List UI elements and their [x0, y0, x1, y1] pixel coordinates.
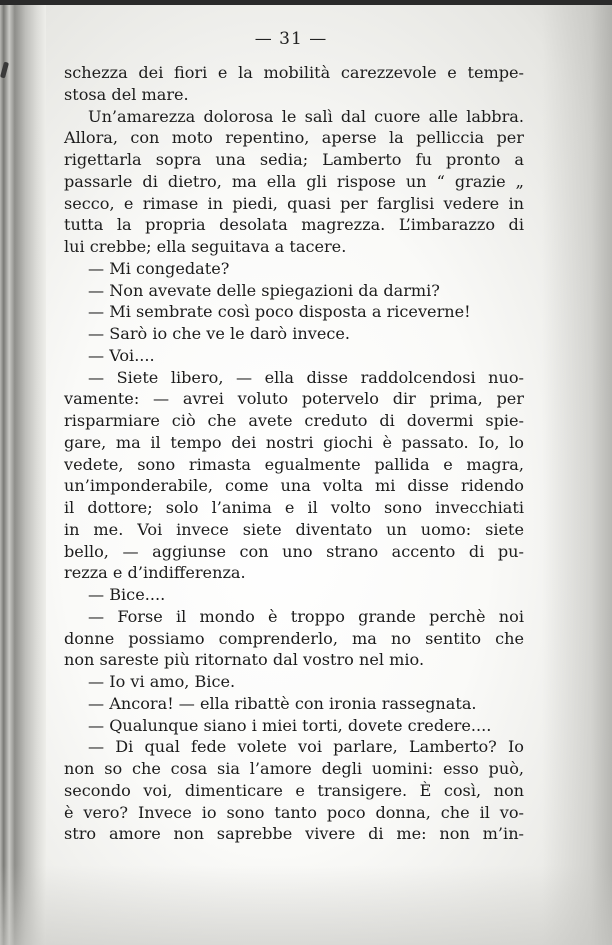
text-line: secco, e rimase in piedi, quasi per farglisi vedere in [64, 193, 524, 213]
page-number [0, 29, 612, 49]
text-line: — Mi congedate? [88, 258, 230, 278]
scan-top-border [0, 0, 612, 5]
text-line: Allora, con moto repentino, aperse la pelliccia per [64, 128, 524, 148]
text-line: — Non avevate delle spiegazioni da darmi? [88, 280, 440, 300]
text-line: stosa del mare. [64, 84, 189, 104]
text-line: secondo voi, dimenticare e transigere. È così, non [64, 780, 524, 800]
text-line: non so che cosa sia l’amore degli uomini: esso può, [64, 759, 524, 778]
page-bottom-shadow [0, 865, 612, 945]
text-line: gare, ma il tempo dei nostri giochi è passato. Io, lo [64, 432, 524, 452]
text-line: Un’amarezza dolorosa le salì dal cuore alle labbra. [88, 106, 524, 126]
text-line: non sareste più ritornato dal vostro nel mio. [64, 650, 425, 670]
text-line: passarle di dietro, ma ella gli rispose un “ grazie „ [64, 171, 524, 191]
text-line: lui crebbe; ella seguitava a tacere. [64, 237, 347, 256]
text-line: è vero? Invece io sono tanto poco donna, che il vo- [64, 802, 524, 822]
book-binding-shadow [0, 0, 46, 945]
text-line: — Ancora! — ella ribattè con ironia rassegnata. [88, 693, 477, 713]
text-line: schezza dei fiori e la mobilità carezzevole e tempe- [64, 63, 524, 82]
text-line: — Mi sembrate così poco disposta a riceverne! [88, 302, 471, 322]
text-line: vamente: — avrei voluto potervelo dir prima, per [64, 389, 524, 409]
text-line: tutta la propria desolata magrezza. L’imbarazzo di [64, 215, 524, 235]
text-line: — Di qual fede volete voi parlare, Lamberto? Io [88, 737, 524, 757]
text-line: — Bice.... [88, 585, 166, 604]
body-text [64, 62, 524, 845]
text-line: in me. Voi invece siete diventato un uomo: siete [64, 519, 524, 539]
text-line: stro amore non saprebbe vivere di me: non m’in- [64, 824, 524, 844]
text-line: un’imponderabile, come una volta mi disse ridendo [64, 476, 524, 496]
text-line: bello, — aggiunse con uno strano accento di pu- [64, 541, 524, 561]
text-line: il dottore; solo l’anima e il volto sono invecchiati [64, 498, 524, 517]
text-line: — Forse il mondo è troppo grande perchè noi [88, 606, 524, 626]
page-edge-shadow [542, 0, 612, 945]
text-line: vedete, sono rimasta egualmente pallida e magra, [64, 454, 524, 474]
page-number-text: — 31 — [254, 29, 328, 49]
text-line: — Voi.... [88, 345, 155, 365]
text-line: — Sarò io che ve le darò invece. [88, 324, 350, 343]
text-line: donne possiamo comprenderlo, ma no sentito che [64, 628, 524, 648]
text-line: — Qualunque siano i miei torti, dovete credere.... [88, 715, 492, 735]
text-line: rezza e d’indifferenza. [64, 563, 246, 583]
text-line: — Siete libero, — ella disse raddolcendosi nuo- [88, 367, 524, 387]
text-line: — Io vi amo, Bice. [88, 672, 236, 691]
text-line: risparmiare ciò che avete creduto di dovermi spie- [64, 411, 524, 430]
text-line: rigettarla sopra una sedia; Lamberto fu pronto a [64, 150, 524, 169]
